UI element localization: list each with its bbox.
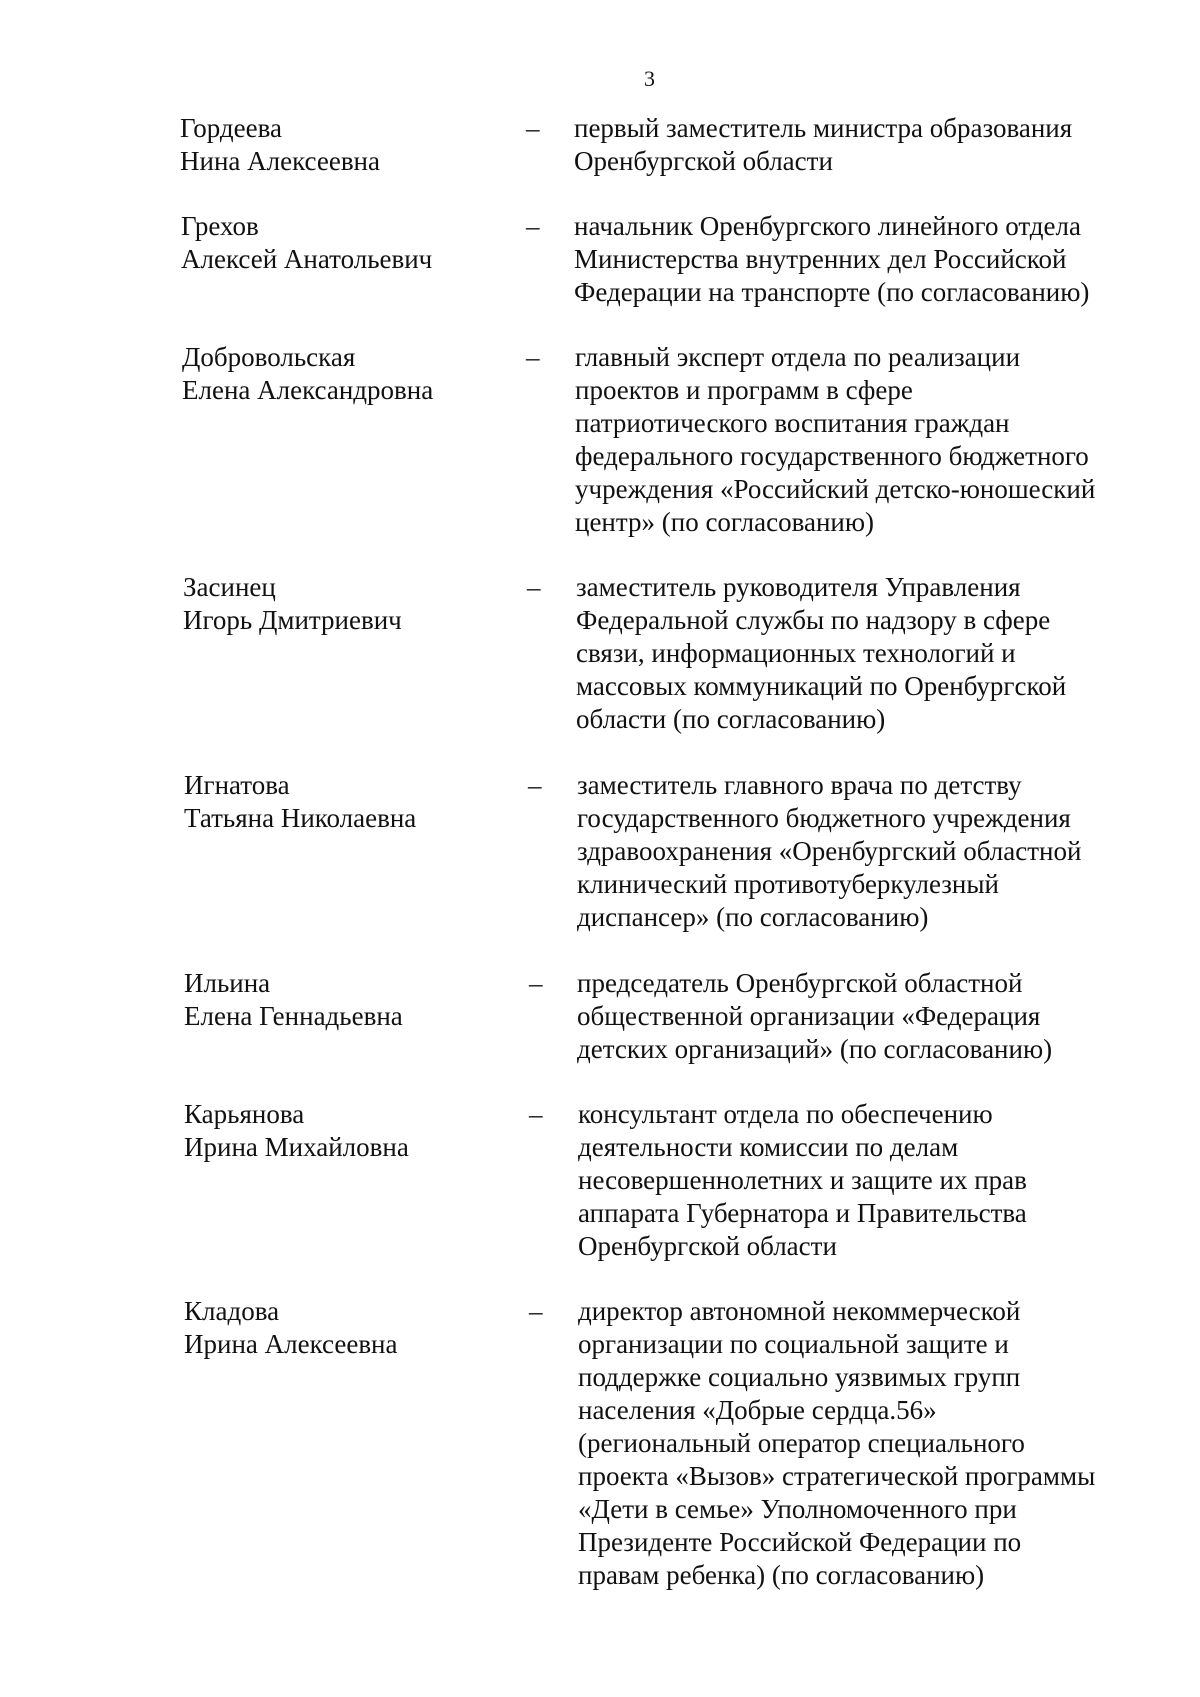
member-given-names: Татьяна Николаевна [184, 803, 417, 833]
member-name [182, 341, 542, 407]
member-given-names: Ирина Михайловна [184, 1132, 409, 1162]
member-name [180, 112, 540, 178]
member-description [576, 571, 1136, 736]
description-line: несовершеннолетних и защите их прав [578, 1165, 1027, 1195]
member-name [181, 210, 541, 276]
description-line: учреждения «Российский детско-юношеский [575, 474, 1096, 504]
description-line: диспансер» (по согласованию) [577, 902, 929, 932]
description-line: патриотического воспитания граждан [575, 408, 1010, 438]
description-line: Оренбургской области [574, 146, 833, 176]
member-dash: – [526, 113, 540, 143]
member-dash: – [528, 770, 542, 800]
description-line: (региональный оператор специального [578, 1428, 1025, 1458]
member-surname: Засинец [183, 572, 276, 602]
description-line: начальник Оренбургского линейного отдела [574, 211, 1081, 241]
description-line: здравоохранения «Оренбургский областной [577, 836, 1082, 866]
member-description [577, 769, 1137, 934]
description-line: Федеральной службы по надзору в сфере [576, 605, 1051, 635]
description-line: общественной организации «Федерация [577, 1001, 1041, 1031]
description-line: Президенте Российской Федерации по [578, 1527, 1022, 1557]
member-description [578, 1098, 1138, 1263]
member-surname: Гордеева [180, 113, 282, 143]
member-given-names: Нина Алексеевна [180, 146, 380, 176]
member-name [184, 1098, 544, 1164]
member-name [184, 1295, 544, 1361]
description-line: проектов и программ в сфере [575, 375, 913, 405]
description-line: детских организаций» (по согласованию) [577, 1034, 1053, 1064]
description-line: деятельности комиссии по делам [578, 1132, 959, 1162]
member-description [574, 112, 1134, 178]
member-description [574, 210, 1134, 309]
member-dash: – [527, 572, 541, 602]
member-dash: – [526, 342, 540, 372]
description-line: населения «Добрые сердца.56» [578, 1395, 937, 1425]
member-given-names: Ирина Алексеевна [184, 1329, 398, 1359]
member-description [578, 1295, 1138, 1592]
description-line: председатель Оренбургской областной [577, 968, 1023, 998]
member-surname: Карьянова [184, 1099, 305, 1129]
description-line: Федерации на транспорте (по согласованию) [574, 277, 1090, 307]
description-line: государственного бюджетного учреждения [577, 803, 1071, 833]
member-surname: Ильина [184, 968, 271, 998]
description-line: связи, информационных технологий и [576, 638, 1016, 668]
description-line: центр» (по согласованию) [575, 507, 875, 537]
member-dash: – [529, 1099, 543, 1129]
member-surname: Игнатова [184, 770, 290, 800]
description-line: области (по согласованию) [576, 704, 886, 734]
member-dash: – [529, 1296, 543, 1326]
member-given-names: Елена Александровна [182, 375, 434, 405]
member-surname: Добровольская [182, 342, 356, 372]
description-line: проекта «Вызов» стратегической программы [578, 1461, 1096, 1491]
description-line: организации по социальной защите и [578, 1329, 1009, 1359]
description-line: первый заместитель министра образования [574, 113, 1073, 143]
description-line: массовых коммуникаций по Оренбургской [576, 671, 1067, 701]
description-line: главный эксперт отдела по реализации [575, 342, 1021, 372]
member-surname: Кладова [184, 1296, 280, 1326]
member-dash: – [526, 211, 540, 241]
member-surname: Грехов [181, 211, 259, 241]
description-line: «Дети в семье» Уполномоченного при [578, 1494, 1017, 1524]
description-line: поддержке социально уязвимых групп [578, 1362, 1021, 1392]
member-description [577, 967, 1137, 1066]
member-description [575, 341, 1135, 539]
member-name [184, 769, 544, 835]
description-line: Министерства внутренних дел Российской [574, 244, 1067, 274]
description-line: правам ребенка) (по согласованию) [578, 1560, 985, 1590]
member-given-names: Елена Геннадьевна [184, 1001, 403, 1031]
description-line: клинический противотуберкулезный [577, 869, 999, 899]
description-line: заместитель руководителя Управления [576, 572, 1021, 602]
description-line: директор автономной некоммерческой [578, 1296, 1021, 1326]
member-given-names: Игорь Дмитриевич [183, 605, 402, 635]
page-number: 3 [644, 66, 655, 91]
member-dash: – [529, 968, 543, 998]
description-line: консультант отдела по обеспечению [578, 1099, 993, 1129]
member-given-names: Алексей Анатольевич [181, 244, 433, 274]
description-line: заместитель главного врача по детству [577, 770, 1022, 800]
member-name [183, 571, 543, 637]
description-line: аппарата Губернатора и Правительства [578, 1198, 1027, 1228]
member-name [184, 967, 544, 1033]
description-line: Оренбургской области [578, 1231, 837, 1261]
description-line: федерального государственного бюджетного [575, 441, 1089, 471]
